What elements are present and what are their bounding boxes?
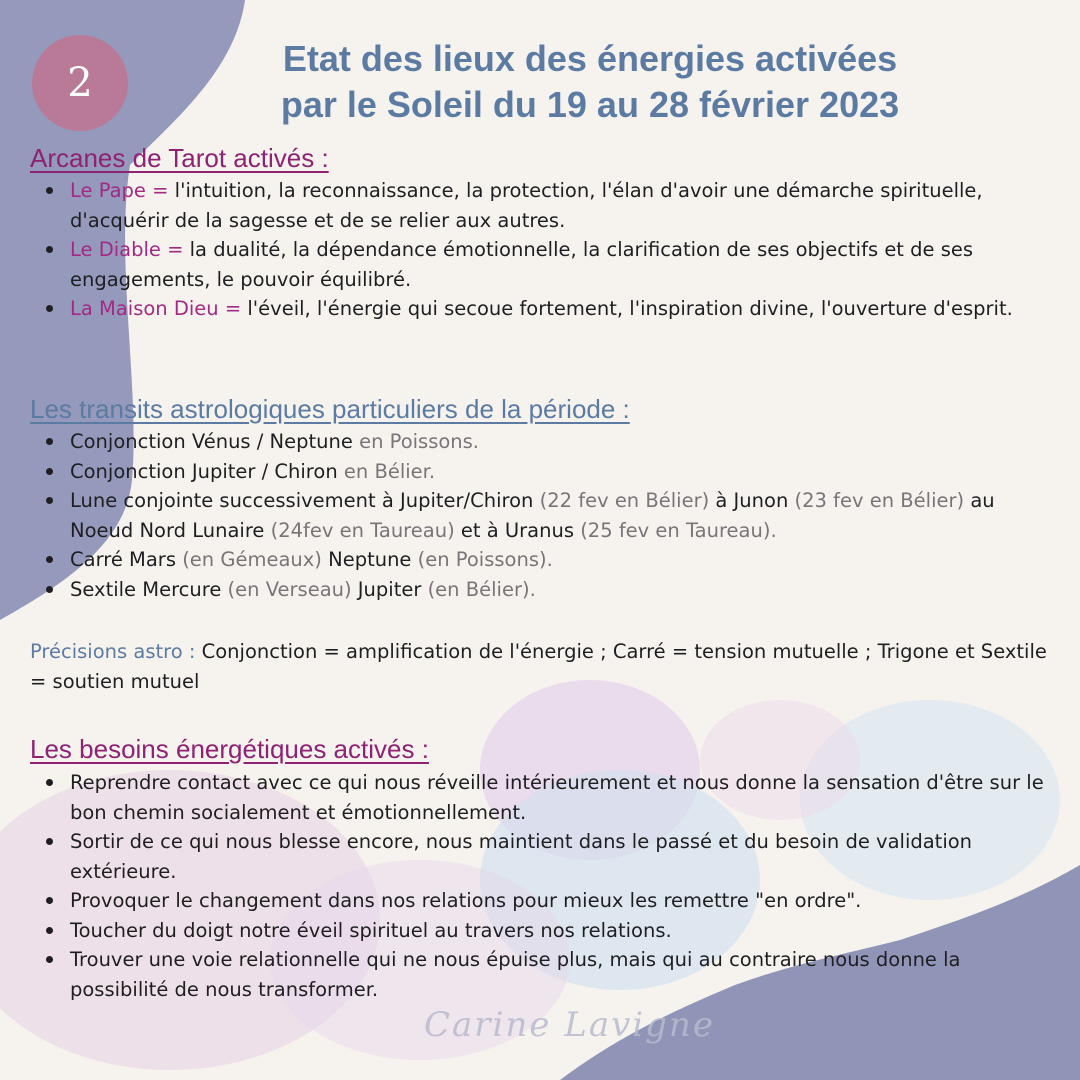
- tarot-card-name: La Maison Dieu =: [70, 297, 242, 320]
- transit-text: et à Uranus: [454, 518, 581, 542]
- besoin-item: Reprendre contact avec ce qui nous réveille intérieurement et nous donne la sensation d'être sur le bon chemin socialement et émotionnellement.: [30, 768, 1060, 827]
- transit-detail: (22 fev en Bélier): [539, 489, 710, 512]
- transit-sign: (en Gémeaux): [182, 548, 322, 571]
- tarot-item-maison-dieu: [30, 294, 1060, 324]
- transit-item: [30, 545, 1060, 575]
- transit-text: Sextile Mercure: [70, 577, 228, 601]
- precisions-label: Précisions astro :: [30, 640, 196, 663]
- transit-sign: en Bélier.: [337, 459, 436, 483]
- tarot-card-meaning: l'éveil, l'énergie qui secoue fortement, l'inspiration divine, l'ouverture d'esprit.: [241, 297, 1013, 320]
- transit-item: [30, 575, 1060, 605]
- transits-list: [30, 427, 1060, 604]
- tarot-card-meaning: l'intuition, la reconnaissance, la protection, l'élan d'avoir une démarche spirituelle, d'acquérir de la sagesse et de se relier aux autres.: [70, 179, 983, 232]
- transit-sign: en Poissons.: [352, 430, 480, 453]
- page-title: [230, 36, 950, 128]
- besoins-heading: Les besoins énergétiques activés :: [30, 734, 429, 764]
- transit-detail: (24fev en Taureau): [270, 518, 455, 542]
- tarot-item-diable: [30, 235, 1060, 294]
- transit-sign: (en Poissons).: [417, 548, 553, 571]
- page-title-line-1: Etat des lieux des énergies activées: [282, 38, 898, 79]
- step-number-badge: 2: [32, 35, 128, 131]
- transit-text: à Junon: [709, 489, 795, 512]
- transit-text: Conjonction Vénus / Neptune: [70, 430, 353, 453]
- transit-text: Neptune: [321, 548, 418, 571]
- transit-sign: (en Verseau): [227, 577, 352, 601]
- transit-sign: (en Bélier).: [427, 577, 536, 601]
- transit-text: au Noeud Nord Lunaire: [70, 489, 995, 542]
- transit-text: Carré Mars: [70, 548, 183, 571]
- besoins-list: [30, 768, 1060, 1004]
- transits-heading: Les transits astrologiques particuliers de la période :: [30, 394, 630, 424]
- besoin-item: Toucher du doigt notre éveil spirituel au travers nos relations.: [30, 916, 1060, 946]
- tarot-card-name: Le Diable =: [70, 238, 184, 261]
- author-signature: Carine Lavigne: [424, 1005, 715, 1045]
- tarot-heading: Arcanes de Tarot activés :: [30, 143, 329, 173]
- transit-detail: (23 fev en Bélier): [794, 489, 965, 512]
- besoin-item: Sortir de ce qui nous blesse encore, nous maintient dans le passé et du besoin de validation extérieure.: [30, 827, 1060, 886]
- besoin-item: Provoquer le changement dans nos relations pour mieux les remettre "en ordre".: [30, 886, 1060, 916]
- transit-text: Lune conjointe successivement à Jupiter/Chiron: [70, 489, 540, 512]
- tarot-list: [30, 176, 1060, 324]
- transit-text: Conjonction Jupiter / Chiron: [70, 459, 338, 483]
- transit-text: Jupiter: [351, 577, 428, 601]
- transit-item: [30, 457, 1060, 487]
- transit-item: [30, 427, 1060, 457]
- transit-detail: (25 fev en Taureau).: [580, 518, 777, 542]
- tarot-item-pape: [30, 176, 1060, 235]
- besoin-item: Trouver une voie relationnelle qui ne nous épuise plus, mais qui au contraire nous donne la possibilité de nous transformer.: [30, 945, 1060, 1004]
- transit-item: [30, 486, 1060, 545]
- tarot-card-name: Le Pape =: [70, 179, 169, 202]
- tarot-card-meaning: la dualité, la dépendance émotionnelle, la clarification de ses objectifs et de ses engagements, le pouvoir équilibré.: [70, 238, 974, 291]
- precisions-text: Conjonction = amplification de l'énergie ; Carré = tension mutuelle ; Trigone et Sextile = soutien mutuel: [30, 640, 1047, 693]
- page-title-line-2: par le Soleil du 19 au 28 février 2023: [280, 84, 900, 125]
- precisions-note: [30, 637, 1050, 696]
